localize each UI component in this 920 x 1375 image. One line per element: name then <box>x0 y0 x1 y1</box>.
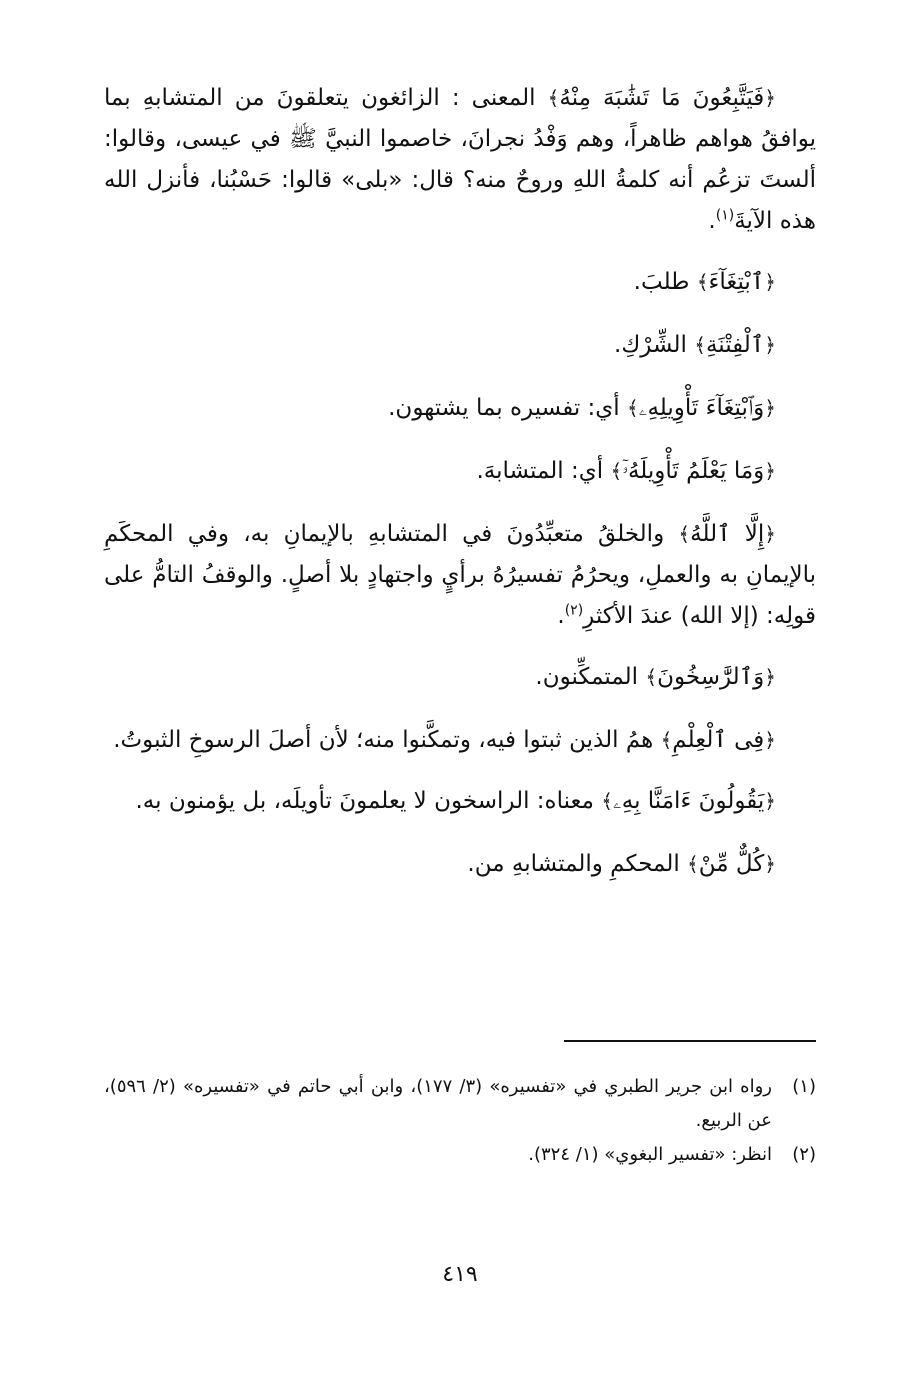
footnote-text: انظر: «تفسير البغوي» (١/ ٣٢٤). <box>528 1144 772 1165</box>
quran-bracket-open: ﴿ <box>764 852 776 876</box>
quran-bracket-open: ﴿ <box>764 396 776 420</box>
paragraph-text: معناه: الراسخون لا يعلمونَ تأويلَه، بل يؤمنون به. <box>135 788 594 814</box>
quran-bracket-open: ﴿ <box>764 665 776 689</box>
quran-bracket-close: ﴾ <box>696 270 709 294</box>
main-text <box>104 78 816 907</box>
quran-quote: فِى ٱلْعِلْمِ <box>672 727 765 753</box>
quran-bracket-close: ﴾ <box>601 789 613 813</box>
quran-quote: وَٱلرَّٰسِخُونَ <box>657 664 765 690</box>
footnote <box>104 1138 816 1172</box>
quran-bracket-open: ﴿ <box>764 728 776 752</box>
footnote-ref: (٢) <box>564 602 584 619</box>
quran-bracket-open: ﴿ <box>764 333 776 357</box>
paragraph-text: الشِّرْكِ. <box>614 332 687 358</box>
quran-bracket-open: ﴿ <box>764 522 776 546</box>
quran-quote: ٱلْفِتْنَةِ <box>705 332 765 358</box>
quran-bracket-close: ﴾ <box>694 333 706 357</box>
footnotes <box>104 1070 816 1172</box>
footnote-divider <box>564 1040 816 1042</box>
quran-bracket-open: ﴿ <box>764 86 777 110</box>
quran-quote: يَقُولُونَ ءَامَنَّا بِهِۦ <box>613 788 765 814</box>
paragraph <box>104 657 816 698</box>
paragraph <box>104 781 816 822</box>
paragraph-text: أي: تفسيره بما يشتهون. <box>388 395 620 421</box>
paragraph-text: همُ الذين ثبتوا فيه، وتمكَّنوا منه؛ لأن أصلَ الرسوخِ الثبوتُ. <box>113 727 654 753</box>
quran-bracket-close: ﴾ <box>687 852 699 876</box>
paragraph <box>104 262 816 303</box>
footnote-number: (١) <box>792 1076 816 1097</box>
paragraph <box>104 451 816 492</box>
footnote-number: (٢) <box>792 1144 816 1165</box>
quran-bracket-close: ﴾ <box>610 459 623 483</box>
paragraph <box>104 78 816 242</box>
paragraph <box>104 388 816 429</box>
quran-bracket-open: ﴿ <box>764 459 776 483</box>
paragraph <box>104 720 816 761</box>
quran-quote: كُلٌّ مِّنْ <box>698 851 765 877</box>
paragraph <box>104 325 816 366</box>
quran-bracket-open: ﴿ <box>764 270 776 294</box>
paragraph-text: طلبَ. <box>633 269 690 295</box>
paragraph-text: المتمكِّنون. <box>535 664 639 690</box>
paragraph <box>104 844 816 885</box>
footnote-ref: (١) <box>715 207 735 224</box>
quran-quote: إِلَّا ٱللَّهُ <box>690 521 765 547</box>
paragraph-text: والخلقُ متعبِّدُونَ في المتشابهِ بالإيمانِ به، وفي المحكَمِ بالإيمانِ به والعملِ، ويحرُمُ تفسيرُهُ برأيٍ واجتهادٍ بلا أصلٍ. والوقفُ التامُّ على قولِه: (إلا الله) عندَ الأكثرِ <box>104 521 816 629</box>
quran-quote: ٱبْتِغَآءَ <box>708 269 765 295</box>
paragraph <box>104 514 816 637</box>
paragraph-text: المعنى : الزائغون يتعلقونَ من المتشابهِ بما يوافقُ هواهم ظاهراً، وهم وَفْدُ نجرانَ، خاصموا النبيَّ ﷺ في عيسى، وقالوا: ألستَ تزعُم أنه كلمةُ اللهِ وروحٌ منه؟ قال: «بلى» قالوا: حَسْبُنا، فأنزل الله هذه الآيةَ <box>104 85 816 234</box>
paragraph-text: المحكمِ والمتشابهِ من. <box>467 851 680 877</box>
footnote <box>104 1070 816 1138</box>
paragraph-text: أي: المتشابهَ. <box>476 458 604 484</box>
quran-bracket-close: ﴾ <box>678 522 691 546</box>
quran-quote: فَيَتَّبِعُونَ مَا تَشَٰبَهَ مِنْهُ <box>559 85 765 111</box>
quran-quote: وَٱبْتِغَآءَ تَأْوِيلِهِۦ <box>638 395 765 421</box>
quran-bracket-close: ﴾ <box>547 86 560 110</box>
paragraph-tail: . <box>708 208 716 234</box>
quran-bracket-close: ﴾ <box>660 728 673 752</box>
quran-bracket-close: ﴾ <box>627 396 639 420</box>
footnote-text: رواه ابن جرير الطبري في «تفسيره» (٣/ ١٧٧)، وابن أبي حاتم في «تفسيره» (٢/ ٥٩٦)، عن الربيع. <box>104 1076 772 1131</box>
quran-bracket-open: ﴿ <box>764 789 776 813</box>
quran-bracket-close: ﴾ <box>645 665 658 689</box>
page-number: ٤١٩ <box>442 1262 478 1287</box>
paragraph-tail: . <box>557 603 565 629</box>
quran-quote: وَمَا يَعْلَمُ تَأْوِيلَهُۥٓ <box>622 458 765 484</box>
